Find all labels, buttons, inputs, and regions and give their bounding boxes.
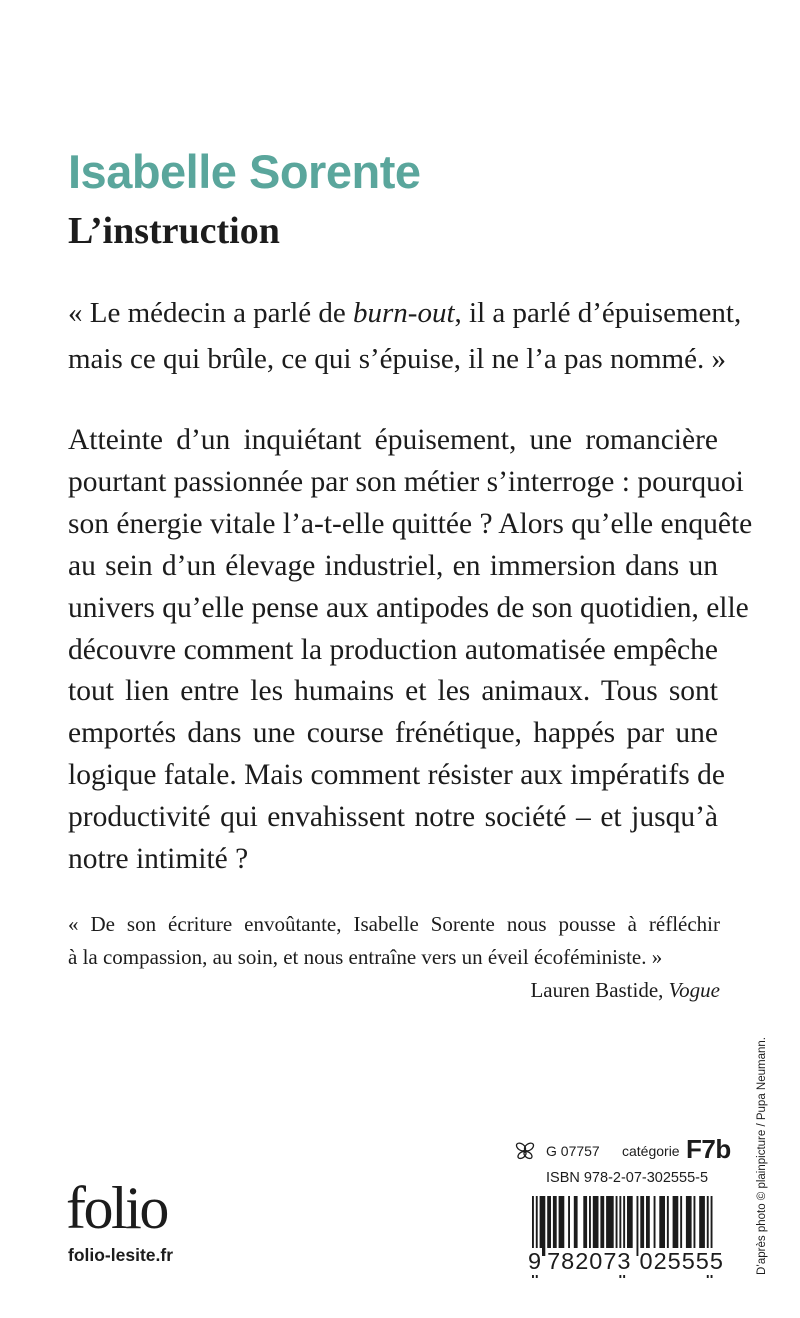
barcode-bar bbox=[659, 1196, 665, 1256]
barcode-bar bbox=[686, 1196, 692, 1256]
blurb-line: pourtant passionnée par son métier s’interroge : pourquoi bbox=[68, 465, 744, 498]
review-attribution: Lauren Bastide, Vogue bbox=[530, 978, 720, 1002]
blurb-line: découvre comment la production automatisée empêche bbox=[68, 633, 718, 666]
barcode-bar bbox=[654, 1196, 656, 1256]
book-title: L’instruction bbox=[68, 210, 280, 252]
review-line-2: à la compassion, au soin, et nous entraîne vers un éveil écoféministe. » bbox=[68, 945, 663, 969]
blurb-line: son énergie vitale l’a-t-elle quittée ? Alors qu’elle enquête bbox=[68, 507, 753, 540]
catalog-code-line bbox=[514, 1134, 731, 1168]
publisher-website: folio-lesite.fr bbox=[68, 1245, 174, 1265]
barcode-lead-digit: 9 bbox=[528, 1248, 543, 1274]
barcode-bar bbox=[593, 1196, 599, 1256]
barcode-digits bbox=[528, 1248, 725, 1275]
blurb-line: tout lien entre les humains et les animaux. Tous sont bbox=[68, 675, 718, 708]
barcode-bar bbox=[627, 1196, 633, 1256]
barcode-bar bbox=[559, 1196, 565, 1256]
photo-credit-text: D’après photo © plainpicture / Pupa Neumann. bbox=[756, 1037, 768, 1275]
folio-logo: folio bbox=[66, 1175, 167, 1241]
barcode-bar bbox=[553, 1196, 557, 1256]
barcode-bar bbox=[568, 1196, 570, 1256]
author-name: Isabelle Sorente bbox=[68, 145, 421, 198]
category-label: catégorie bbox=[622, 1143, 680, 1159]
category-value: F7b bbox=[686, 1134, 731, 1164]
quote-line-2: mais ce qui brûle, ce qui s’épuise, il ne l’a pas nommé. » bbox=[68, 343, 726, 375]
blurb-line: Atteinte d’un inquiétant épuisement, une romancière bbox=[68, 424, 718, 456]
blurb-line: logique fatale. Mais comment résister aux impératifs de bbox=[68, 759, 725, 792]
blurb-line: emportés dans une course frénétique, happés par une bbox=[68, 717, 718, 750]
folio-fly-icon bbox=[514, 1140, 536, 1162]
press-review bbox=[68, 908, 720, 1007]
barcode-bar bbox=[667, 1196, 669, 1256]
barcode-bar bbox=[606, 1196, 614, 1256]
barcode-bar bbox=[574, 1196, 578, 1256]
barcode-bar bbox=[673, 1196, 679, 1256]
blurb-line: au sein d’un élevage industriel, en immersion dans un bbox=[68, 549, 718, 582]
blurb-line: univers qu’elle pense aux antipodes de son quotidien, elle bbox=[68, 591, 749, 624]
barcode-bar bbox=[583, 1196, 587, 1256]
barcode-bar bbox=[547, 1196, 551, 1256]
barcode-bar bbox=[680, 1196, 682, 1256]
barcode-bar bbox=[589, 1196, 591, 1256]
summary-blurb bbox=[68, 420, 753, 881]
barcode-bar bbox=[540, 1196, 546, 1256]
barcode-bar bbox=[694, 1196, 696, 1256]
catalog-code: G 07757 bbox=[546, 1143, 600, 1159]
barcode-bar bbox=[699, 1196, 705, 1256]
review-line-1: « De son écriture envoûtante, Isabelle Sorente nous pousse à réfléchir bbox=[68, 912, 720, 936]
review-source: Vogue bbox=[668, 978, 720, 1002]
barcode-bar bbox=[646, 1196, 650, 1256]
barcode-group-1: 782073 bbox=[547, 1248, 632, 1274]
opening-quote bbox=[68, 290, 742, 382]
photo-credit bbox=[752, 1015, 776, 1275]
barcode-bar bbox=[616, 1196, 618, 1256]
blurb-line: notre intimité ? bbox=[68, 843, 249, 876]
isbn: ISBN 978-2-07-302555-5 bbox=[546, 1170, 709, 1186]
barcode-group-2: 025555 bbox=[639, 1248, 724, 1274]
barcode-bar bbox=[640, 1196, 644, 1256]
blurb-line: productivité qui envahissent notre société – et jusqu’à bbox=[68, 801, 718, 834]
barcode-bar bbox=[637, 1196, 639, 1256]
quote-line-1: « Le médecin a parlé de burn-out, il a parlé d’épuisement, bbox=[68, 297, 742, 329]
quote-italic-term: burn-out bbox=[353, 297, 455, 329]
barcode-bar bbox=[600, 1196, 604, 1256]
